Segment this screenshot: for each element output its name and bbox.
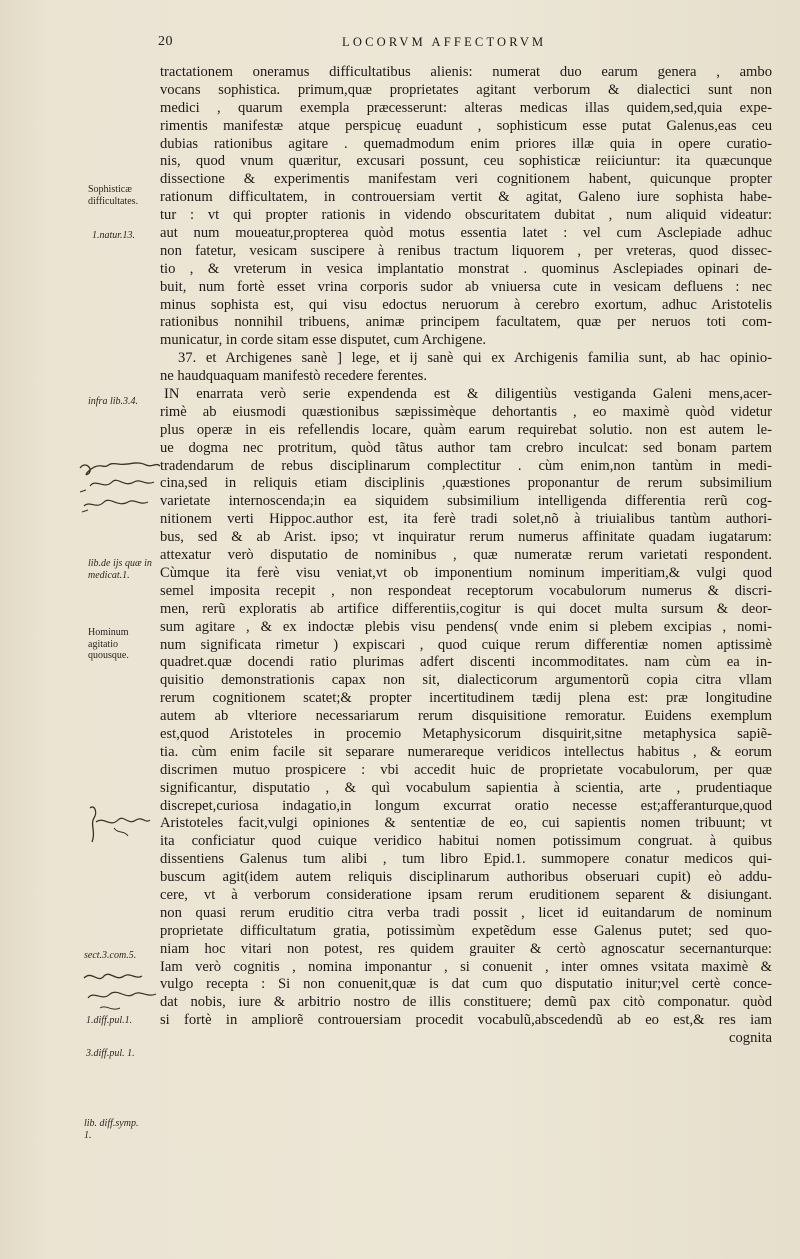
text-line: Iam verò cognitis , nomina imponantur , si conuenit , inter omnes vsitata maximè &	[160, 958, 772, 975]
text-line: non fatetur, vesicam suscipere à renibus tractum liquorem , per vreteras, quod dissec-	[160, 242, 772, 259]
text-line: buit, num fortè esset vrina corporis sudor ab vniuersa cute in vesicam defluens : nec	[160, 278, 772, 295]
text-line: tia. cùm enim facile sit separare numerareque veridicos intellectus habitus , & eorum	[160, 743, 772, 760]
margin-note-lib-de-ijs: lib.de ijs quæ in medicat.1.	[88, 558, 152, 581]
text-line: ue dogma nec protritum, quòd tãtus author tam crebro inculcat: sed bonam partem	[160, 439, 772, 456]
page-number: 20	[158, 34, 173, 49]
text-line: autem ab vlteriore necessariarum rerum disquisitione remoratur. Euidens exemplum	[160, 708, 772, 725]
text-line: vocans sophistica. primum,quæ proprietates agitant verborum & dialectici sunt non	[160, 81, 772, 98]
text-line: IN enarrata verò serie expendenda est & diligentiùs vestiganda Galeni mens,acer-	[164, 386, 772, 403]
text-line: quadret.quæ docendi ratio plurimas adfert discenti incommoditates. nam cùm ea in-	[160, 654, 772, 671]
text-line: cina,sed in reliquis etiam disciplinis ,quæstiones proponantur de rerum subsimilium	[160, 475, 772, 492]
text-line: ita conficiatur quod cuique veridico habitui nomen potissimum congruat. à quibus	[160, 833, 772, 850]
margin-note-diff-pul-3: 3.diff.pul. 1.	[86, 1048, 135, 1059]
text-line: discrimen mutuo prospicere : vbi accedit huic de proprietate vocabulorum, per quæ	[160, 761, 772, 778]
left-margin	[0, 0, 160, 1259]
text-line: Aristoteles facit,vulgi opiniones & sententiæ de eo, cui sapientis nomen tribuunt; vt	[160, 815, 772, 832]
margin-note-sect: sect.3.com.5.	[84, 950, 137, 961]
margin-note-natur: 1.natur.13.	[92, 230, 136, 241]
handwritten-annotation-lower	[80, 968, 160, 1016]
text-line: sum agitare , & ex indoctæ plebis visu pendens( vnde enim si plebem excipias , nomi-	[160, 618, 772, 635]
text-line: tio , & vreterum in vesica implantatio monstrat . quominus Asclepiades opinari de-	[160, 260, 772, 277]
text-line: proprietate difficultatum gratia, potissimùm expetẽdum esse Galenus putet; sed quo-	[160, 922, 772, 939]
text-line: cere, vt à verborum consideratione ipsam rerum eruditionem separent & disiungant.	[160, 886, 772, 903]
text-line: nitionem verti Hippoc.author est, ita ferè tradi solet,nõ à triuialibus tantùm authori-	[160, 511, 772, 528]
text-line: dissectione & experimentis manifestam veri cognitionem habent, quicunque propter	[160, 171, 772, 188]
text-line: dissentiens Galenus tum alibi , tum libro Epid.1. summopere conatur medicos qui-	[160, 851, 772, 868]
margin-note-diff-symp: lib. diff.symp. 1.	[84, 1118, 139, 1141]
text-line: semel imposita recepit , non respondeat receptorum vocabulorum numerus & discri-	[160, 582, 772, 599]
running-title: LOCORVM AFFECTORVM	[342, 35, 547, 49]
text-line: niam hoc vitari non potest, res quidem grauiter & certò agnoscatur secernanturque:	[160, 940, 772, 957]
handwritten-annotation	[76, 456, 162, 526]
text-line: num significata rimetur ) expiscari , quod cuique rerum differentiæ nomen aptissimè	[160, 636, 772, 653]
main-text-block	[160, 64, 772, 1048]
text-line: bus, sed & ab Arist. ipso; vt inquiratur rerum numerus affinitate quadam iugatarum:	[160, 529, 772, 546]
text-line: rationum difficultatem, in controuersiam vertit & agitat, Galeno iure sophista habe-	[160, 189, 772, 206]
text-line: medici , quarum exempla præcesserunt: alteras medicas illas quidem,sed,quia expe-	[160, 99, 772, 116]
text-line: dubias rationibus agitare . quemadmodum enim priores illæ quia in opere curatio-	[160, 135, 772, 152]
text-line: significantur, disputatio , & quì vocabulum sapientia à scientia, arte , prudentiaque	[160, 779, 772, 796]
text-line: dat nobis, iure & arbitrio nostro de illis constituere; demũ pax citò componatur. quòd	[160, 994, 772, 1011]
text-line: tractationem oneramus difficultatibus alienis: numerat duo earum genera , ambo	[160, 64, 772, 80]
text-line: rimentis manifestæ atque perspicuę euadunt , sophisticum esse putat Galenus,eas ceu	[160, 117, 772, 134]
margin-note-sophisticae: Sophisticæ difficultates.	[88, 184, 139, 207]
text-line: vulgo recepta : Si non conuenit,quæ is dat cum quo disputatio initur;vel certè conce-	[160, 976, 772, 993]
text-line: aut num moueatur,propterea quòd motus essentia latet : vel cum Asclepiade adhuc	[160, 225, 772, 242]
text-line: minus sophista est, qui visu edoctus neruorum à cerebro exortum, adhuc Aristotelis	[160, 296, 772, 313]
handwritten-annotation-sign	[84, 802, 154, 846]
text-line: rerum cognitionem scatet;& propter incertitudinem tædij plena est: præ longitudine	[160, 690, 772, 707]
text-line: tradendarum de rebus disciplinarum complectitur . cùm enim,non tantùm in medi-	[160, 457, 772, 474]
text-line: discrepet,curiosa indagatio,in longum excurrat oratio necesse est;afferanturque,quod	[160, 797, 772, 814]
text-line: rimè ab eiusmodi quæstionibus sæpissimèque dehortantis , eo maximè quòd videtur	[160, 403, 772, 420]
text-line: quisitio demonstrationis capax non sit, dialecticorum argumentorũ copia citra vllam	[160, 672, 772, 689]
text-line: 37. et Archigenes sanè ] lege, et ij sanè qui ex Archigenis familia sunt, ab hac opinio-	[178, 350, 772, 367]
text-line: tur : vt qui propter rationis in videndo obscuritatem dubitat , num aliquid videatur:	[160, 207, 772, 224]
text-line: est,quod Aristoteles in procemio Metaphysicorum disquirit,sitne metaphysica sapiẽ-	[160, 725, 772, 742]
text-line: cognita	[729, 1030, 772, 1047]
text-line: non quasi rerum eruditio citra verba tradi possit , licet id euitandarum de nominum	[160, 904, 772, 921]
margin-note-infra: infra lib.3.4.	[88, 396, 139, 407]
text-line: rationibus nonnihil tribuens, animæ principem facultatem, quæ per neruos toti com-	[160, 314, 772, 331]
text-line: buscum agit(idem autem reliquis disciplinarum authoribus obseruari cupit) eò addu-	[160, 869, 772, 886]
text-line: municatur, in corde sitam esse disputet, cum Archigene.	[160, 332, 487, 349]
text-line: men, rerũ exploratis ab artifice differentiis,cogitur is qui docet multa sursum & deor-	[160, 600, 772, 617]
text-line: varietate internoscenda;in ea siquidem subsimilium intelligenda differentia rerũ cog-	[160, 493, 772, 510]
text-line: ne haudquaquam manifestò recedere ferentes.	[160, 368, 428, 385]
text-line: attexatur verò disputatio de nominibus , quæ numeratæ rerum varietati respondent.	[160, 547, 772, 564]
margin-note-diff-pul-1: 1.diff.pul.1.	[86, 1015, 133, 1026]
margin-note-hominum: Hominum agitatio quousque.	[88, 627, 129, 661]
text-line: plus operæ in eis refellendis locare, quàm earum requirebat solutio. non est autem le-	[160, 421, 772, 438]
text-line: Cùmque ita ferè visu veniat,vt ob imponentium nominum imperitiam,& vulgi quod	[160, 564, 772, 581]
text-line: nis, quod vnum quæritur, excusari possunt, ceu sophisticæ reiiciuntur: ita quæcunque	[160, 153, 772, 170]
text-line: si fortè in ampliorẽ controuersiam procedit vocabulũ,abscedendũ ab eo est,& res iam	[160, 1012, 772, 1029]
